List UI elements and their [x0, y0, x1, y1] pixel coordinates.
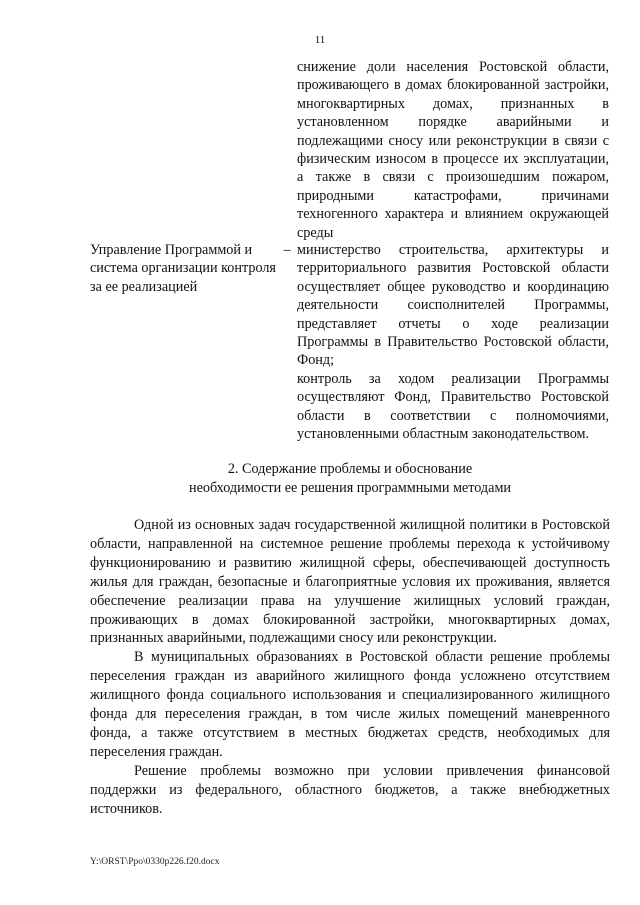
management-dash: – [283, 242, 291, 258]
body-paragraph: В муниципальных образованиях в Ростовской области решение проблемы переселения граждан из аварийного жилищного фонда усложнено отсутствием жилищного фонда социального использования и специализированного жилищного фонда для переселения граждан, в том числе жилых помещений маневренного фонда, а также отсутствием в местных бюджетах средств, необходимых для переселения граждан. [90, 649, 610, 760]
passport-continuation-text: снижение доли населения Ростовской области, проживающего в домах блокированной застройки, многоквартирных домах, признанных в установленном порядке аварийными и подлежащими сносу или реконструкции в связи с физическим износом в процессе их эксплуатации, а также в связи с произошедшим пожаром, природными катастрофами, причинами техногенного характера и влиянием окружающей среды [297, 59, 609, 241]
footer-file-path: Y:\ORST\Ppo\0330p226.f20.docx [90, 857, 220, 867]
management-paragraph: министерство строительства, архитектуры и территориального развития Ростовской области осуществляет общее руководство и координацию деятельности соисполнителей Программы, представляет отчеты о ходе реализации Программы в Правительство Ростовской области, Фонд; [297, 242, 609, 369]
section-body [90, 516, 610, 819]
section-title-line: необходимости ее решения программными методами [188, 480, 512, 496]
management-paragraph: контроль за ходом реализации Программы осуществляют Фонд, Правительство Ростовской области в соответствии с полномочиями, установленными областным законодательством. [297, 370, 609, 443]
management-value [297, 241, 609, 443]
body-paragraph: Одной из основных задач государственной жилищной политики в Ростовской области, направленной на системное решение проблемы перехода к устойчивому функционированию и развитию жилищной сферы, обеспечивающей доступность жилья для граждан, безопасные и благоприятные условия их проживания, является обеспечение реализации права на улучшение жилищных условий граждан, проживающих в домах блокированной застройки, многоквартирных домах, признанных аварийными, подлежащими сносу или реконструкции. [90, 517, 610, 647]
body-paragraph: Решение проблемы возможно при условии привлечения финансовой поддержки из федерального, областного бюджетов, а также внебюджетных источников. [90, 762, 610, 817]
management-label: Управление Программой и система организации контроля за ее реализацией [90, 242, 276, 295]
section-title-line: 2. Содержание проблемы и обоснование [227, 461, 473, 477]
section-title [90, 460, 610, 498]
page-number: 11 [314, 34, 326, 46]
